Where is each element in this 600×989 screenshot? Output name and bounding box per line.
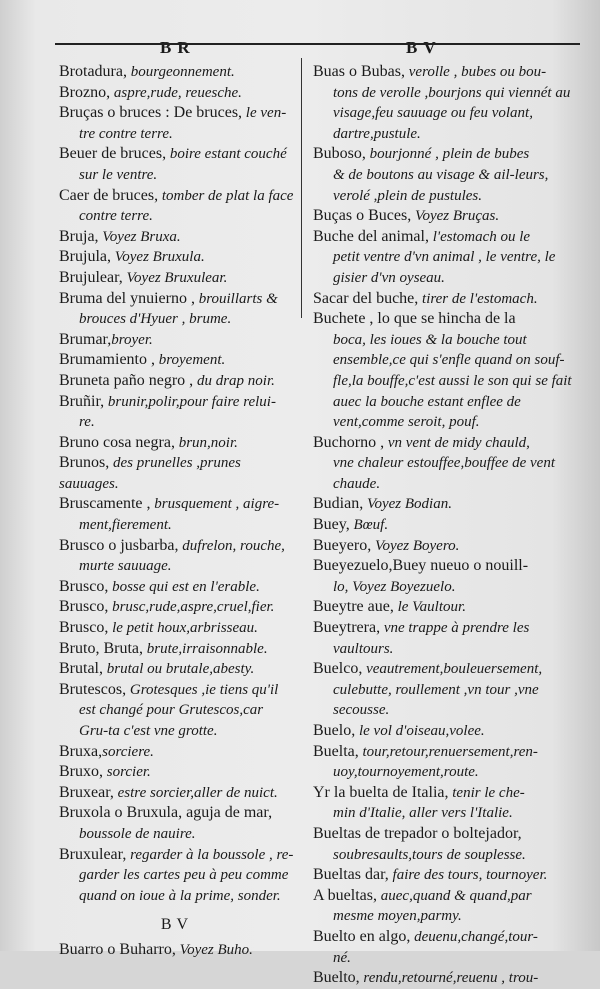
translation-continuation: ment,fierement. — [79, 517, 172, 534]
translation: brouillarts & — [194, 290, 278, 307]
translation: brutal ou brutale,abesty. — [103, 661, 255, 678]
dictionary-entry — [59, 680, 295, 742]
translation: tenir le che- — [448, 784, 525, 801]
translation: estre sorcier,aller de nuict. — [113, 784, 278, 801]
translation: le Vaultour. — [393, 599, 466, 616]
header-rule — [55, 43, 580, 45]
headword: Brujulear, — [59, 268, 123, 286]
dictionary-entry — [59, 247, 295, 268]
dictionary-entry — [59, 103, 295, 144]
dictionary-entry — [313, 515, 573, 536]
headword: Caer de bruces, — [59, 186, 159, 204]
dictionary-entry — [313, 597, 573, 618]
headword: Buelto, — [313, 969, 360, 987]
translation: bosse qui est en l'erable. — [108, 578, 260, 595]
translation-continuation: culebutte, roullement ,vn tour ,vne secousse. — [333, 681, 539, 719]
translation: le petit houx,arbrisseau. — [108, 620, 258, 637]
dictionary-entry — [313, 227, 573, 289]
translation-continuation: uoy,tournoyement,route. — [333, 764, 479, 781]
translation-continuation: murte sauuage. — [79, 558, 172, 575]
translation-continuation: vne chaleur estouffee,bouffee de vent chaude. — [333, 455, 555, 492]
translation: bourjonné , plein de bubes — [365, 146, 530, 163]
headword: Budian, — [313, 495, 364, 513]
translation: faire des tours, tournoyer. — [388, 867, 548, 884]
dictionary-entry — [313, 556, 573, 597]
headword: Brusco o jusbarba, — [59, 536, 179, 554]
dictionary-entry — [59, 350, 295, 371]
headword: Buboso, — [313, 145, 366, 163]
dictionary-entry — [59, 433, 295, 454]
headword: Buelo, — [313, 722, 356, 739]
headword: Brusco, — [59, 577, 109, 595]
headword: Bruja, — [59, 227, 99, 245]
headword: Bruto, Bruta, — [59, 639, 143, 657]
dictionary-entry — [59, 83, 295, 104]
translation: l'estomach ou le — [428, 228, 531, 245]
headword: Bueytrera, — [313, 619, 381, 637]
translation: Voyez Bodian. — [363, 496, 452, 513]
headword: Buças o Buces, — [313, 207, 412, 225]
dictionary-entry — [59, 742, 295, 763]
translation: aspre,rude, reuesche. — [110, 84, 242, 101]
headword: Bruxear, — [59, 783, 114, 801]
translation-continuation: lo, Voyez Boyezuelo. — [333, 578, 456, 595]
headword: Beuer de bruces, — [59, 145, 167, 163]
dictionary-entry — [59, 597, 295, 618]
translation: le ven- — [242, 105, 287, 122]
translation-continuation: petit ventre d'vn animal , le ventre, le gisier d'vn oyseau. — [333, 249, 556, 286]
dictionary-entry — [59, 659, 295, 680]
translation: Bœuf. — [349, 517, 389, 534]
translation-continuation: soubresaults,tours de souplesse. — [333, 846, 526, 863]
translation: Voyez Bruxulear. — [122, 269, 228, 286]
dictionary-entry — [313, 144, 573, 206]
headword: Bruxola o Bruxula, aguja de mar, — [59, 804, 273, 822]
headword: Bueltas dar, — [313, 866, 389, 884]
headword: Brotadura, — [59, 63, 127, 80]
dictionary-entry — [59, 371, 295, 392]
translation: Voyez Bruxula. — [111, 249, 205, 266]
translation-continuation: garder les cartes peu à peu comme quand on ioue à la prime, sonder. — [79, 867, 289, 904]
dictionary-entry — [313, 494, 573, 515]
headword: Bueyero, — [313, 536, 372, 554]
dictionary-entry — [59, 803, 295, 844]
translation-continuation: tons de verolle ,bourjons qui viennét au visage,feu sauuage ou feu volant, dartre,pustule. — [333, 84, 571, 142]
translation: rendu,retourné,reuenu , trou- — [359, 970, 539, 987]
translation: sorciere. — [102, 743, 154, 760]
dictionary-entry — [313, 289, 573, 310]
headword: Buchorno , — [313, 433, 385, 451]
dictionary-entry — [59, 639, 295, 660]
dictionary-entry — [59, 845, 295, 907]
translation-continuation: contre terre. — [79, 208, 153, 225]
translation: broyer. — [111, 331, 153, 348]
dictionary-entry — [313, 742, 573, 783]
headword: Brutal, — [59, 660, 103, 678]
translation: deuenu,changé,tour- — [410, 928, 538, 945]
running-head-left: BR — [160, 38, 196, 57]
headword: Buas o Bubas, — [313, 63, 405, 80]
translation: le vol d'oiseau,volee. — [355, 723, 485, 739]
headword: Bruxulear, — [59, 845, 127, 863]
translation: Grotesques ,ie tiens qu'il — [126, 681, 279, 698]
translation: veautrement,bouleuersement, — [362, 661, 543, 678]
headword: Bruscamente , — [59, 495, 151, 513]
dictionary-entry — [313, 659, 573, 721]
headword: Yr la buelta de Italia, — [313, 783, 449, 801]
dictionary-entry — [59, 494, 295, 535]
dictionary-entry — [59, 762, 295, 783]
dictionary-entry — [313, 886, 573, 927]
headword: Bruñir, — [59, 392, 105, 410]
headword: Buarro o Buharro, — [59, 941, 176, 959]
translation-continuation: mesme moyen,parmy. — [333, 908, 462, 925]
translation: brusc,rude,aspre,cruel,fier. — [108, 599, 275, 616]
translation-continuation: boussole de nauire. — [79, 825, 196, 842]
headword: Bueyezuelo,Buey nueuo o nouill- — [313, 557, 529, 575]
headword: Brusco, — [59, 598, 109, 616]
headword: Brujula, — [59, 248, 111, 266]
headword: Bueytre aue, — [313, 598, 394, 616]
headword: Buelta, — [313, 742, 359, 760]
headword: Sacar del buche, — [313, 289, 419, 307]
dictionary-entry — [59, 144, 295, 185]
translation: du drap noir. — [193, 372, 275, 389]
translation: regarder à la boussole , re- — [126, 846, 294, 863]
dictionary-entry — [59, 330, 295, 351]
dictionary-entry — [59, 289, 295, 330]
translation: boire estant couché — [166, 146, 287, 163]
section-heading: BV — [160, 916, 194, 934]
running-head-right: BV — [406, 38, 442, 57]
translation: dufrelon, rouche, — [178, 537, 285, 554]
dictionary-entry — [313, 618, 573, 659]
translation: auec,quand & quand,par — [377, 887, 532, 904]
dictionary-entry — [313, 62, 573, 144]
translation: tomber de plat la face — [158, 187, 294, 204]
translation: brun,noir. — [174, 434, 238, 451]
headword: Brumamiento , — [59, 351, 155, 369]
dictionary-entry — [59, 62, 295, 83]
translation: brunir,polir,pour faire relui- — [104, 393, 276, 410]
headword: A bueltas, — [313, 886, 377, 904]
translation: sorcier. — [103, 764, 151, 781]
headword: Bueltas de trepador o boltejador, — [313, 824, 522, 842]
dictionary-entry — [313, 968, 573, 989]
translation: bourgeonnement. — [126, 64, 235, 80]
translation: Voyez Bruças. — [411, 208, 500, 225]
dictionary-entry — [313, 433, 573, 495]
headword: Buey, — [313, 516, 350, 534]
translation: des prunelles ,prunes sauuages. — [59, 455, 241, 492]
dictionary-entry — [313, 783, 573, 824]
translation: brusquement , aigre- — [150, 496, 280, 513]
dictionary-entry — [313, 824, 573, 865]
translation: brute,irraisonnable. — [143, 640, 268, 657]
translation-continuation: tre contre terre. — [79, 125, 173, 142]
column-divider — [301, 58, 302, 318]
headword: Brumar, — [59, 330, 112, 348]
translation: Voyez Bruxa. — [98, 228, 181, 245]
translation-continuation: min d'Italie, aller vers l'Italie. — [333, 805, 513, 822]
headword: Brusco, — [59, 619, 109, 637]
headword: Buelco, — [313, 660, 363, 678]
translation-continuation: & de boutons au visage & ail-leurs, verolé ,plein de pustules. — [333, 166, 549, 204]
headword: Bruneta paño negro , — [59, 371, 194, 389]
dictionary-entry — [59, 453, 295, 494]
dictionary-entry — [59, 392, 295, 433]
translation: Voyez Boyero. — [371, 537, 460, 554]
translation-continuation: né. — [333, 949, 351, 966]
translation: vne trappe à prendre les — [380, 620, 530, 637]
translation-continuation: brouces d'Hyuer , brume. — [79, 311, 232, 328]
headword: Brutescos, — [59, 680, 127, 698]
translation-continuation: re. — [79, 414, 95, 431]
headword: Bruças o bruces : De bruces, — [59, 104, 243, 122]
dictionary-entry — [59, 783, 295, 804]
dictionary-entry — [59, 186, 295, 227]
translation: Voyez Buho. — [175, 942, 253, 959]
headword: Buelto en algo, — [313, 927, 411, 945]
translation: verolle , bubes ou bou- — [405, 64, 547, 80]
translation: vn vent de midy chauld, — [384, 434, 530, 451]
translation: tirer de l'estomach. — [418, 290, 538, 307]
headword: Brozno, — [59, 83, 111, 101]
headword: Bruxo, — [59, 763, 103, 781]
dictionary-entry — [313, 206, 573, 227]
dictionary-entry — [59, 618, 295, 639]
headword: Buchete , lo que se hincha de la — [313, 310, 516, 328]
translation-continuation: est changé pour Grutescos,car Gru-ta c'est vne grotte. — [79, 702, 264, 739]
headword: Buche del animal, — [313, 227, 429, 245]
dictionary-entry — [59, 268, 295, 289]
translation: tour,retour,renuersement,ren- — [358, 743, 538, 760]
dictionary-entry — [59, 227, 295, 248]
dictionary-entry — [59, 577, 295, 598]
headword: Bruma del ynuierno , — [59, 289, 195, 307]
dictionary-entry — [313, 927, 573, 968]
dictionary-entry — [313, 721, 573, 742]
translation-continuation: sur le ventre. — [79, 166, 158, 183]
headword: Bruno cosa negra, — [59, 433, 175, 451]
right-column — [313, 62, 573, 989]
headword: Bruxa, — [59, 742, 103, 760]
dictionary-entry — [313, 309, 573, 433]
translation: broyement. — [154, 352, 226, 369]
left-column — [59, 62, 295, 961]
translation-continuation: vaultours. — [333, 640, 394, 657]
headword: Brunos, — [59, 454, 110, 472]
dictionary-entry — [313, 536, 573, 557]
translation-continuation: boca, les ioues & la bouche tout ensemble,ce qui s'enfle quand on souf-fle,la bouffe,c'est aussi le son qui se fait auec la bouche estant enflee de vent,comme seroit, pouf. — [333, 331, 572, 431]
dictionary-entry — [59, 536, 295, 577]
dictionary-entry — [313, 865, 573, 886]
